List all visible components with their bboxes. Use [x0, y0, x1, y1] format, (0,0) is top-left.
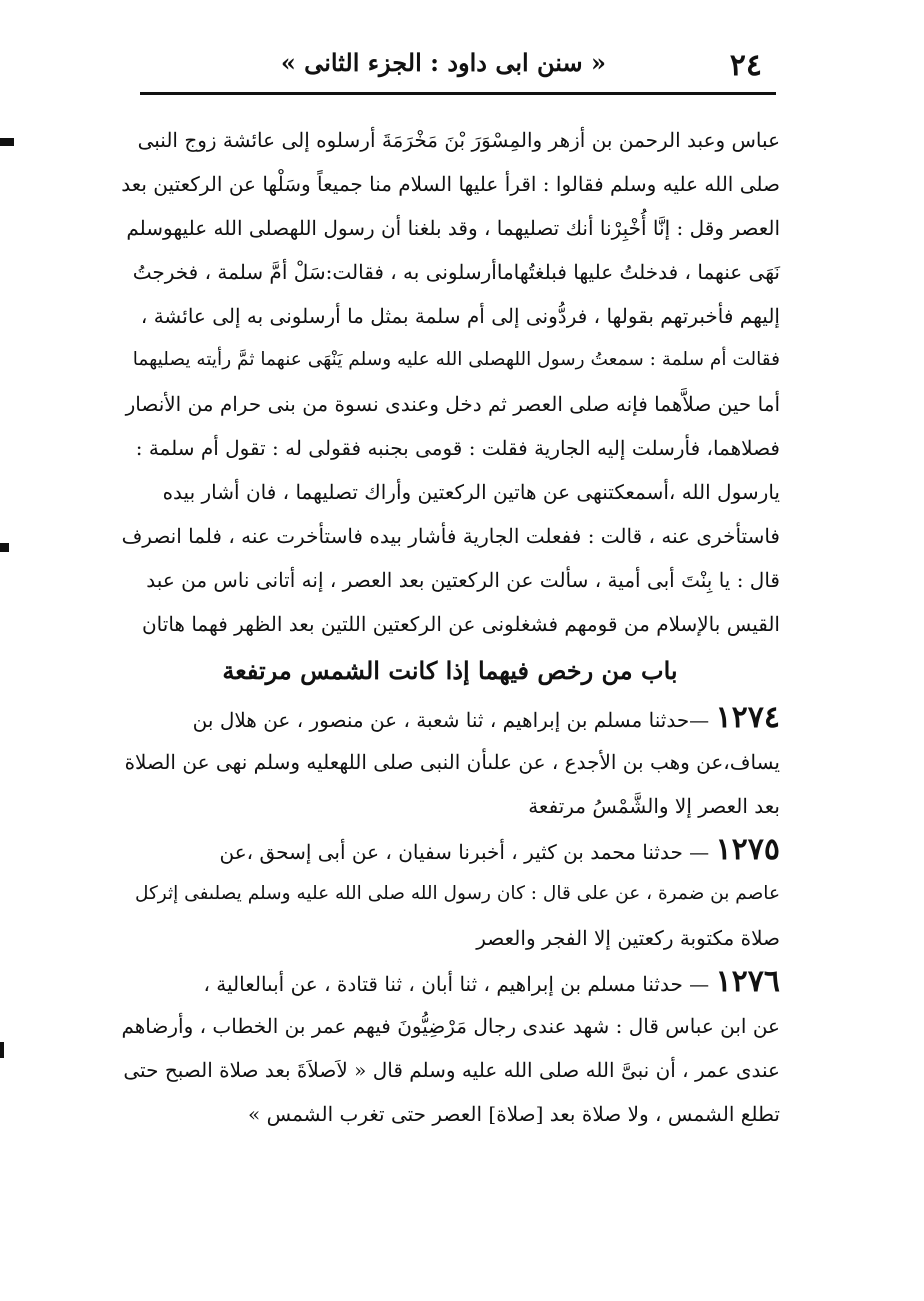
text-line: تطلع الشمس ، ولا صلاة بعد [صلاة] العصر حتى تغرب الشمس »: [248, 1102, 780, 1126]
text-line: إليهم فأخبرتهم بقولها ، فردُّونى إلى أم سلمة بمثل ما أرسلونى به إلى عائشة ،: [140, 304, 780, 328]
hadith-1276: [120, 960, 780, 1136]
page-number: ٢٤: [729, 48, 762, 83]
hadith-isnad: — حدثنا مسلم بن إبراهيم ، ثنا أبان ، ثنا قتادة ، عن أبىالعالية ،: [203, 972, 710, 996]
text-line: فاستأخرى عنه ، قالت : ففعلت الجارية فأشار بيده فاستأخرت عنه ، فلما انصرف: [121, 524, 780, 548]
hadith-number: ١٢٧٦: [715, 964, 780, 999]
text-line: القيس بالإسلام من قومهم فشغلونى عن الركعتين اللتين بعد الظهر فهما هاتان: [141, 612, 780, 636]
passage: [120, 118, 780, 646]
text-line: يارسول الله ،أسمعكتنهى عن هاتين الركعتين وأراك تصليهما ، فان أشار بيده: [162, 480, 780, 504]
hadith-first-line: [120, 696, 780, 740]
running-title: « سنن ابى داود : الجزء الثانى »: [280, 48, 606, 77]
text-line: فصلاهما، فأرسلت إليه الجارية فقلت : قومى بجنبه فقولى له : تقول أم سلمة :: [135, 436, 780, 460]
page-body: [120, 118, 780, 1136]
text-line: قال : يا بِنْتَ أبى أمية ، سألت عن الركعتين بعد العصر ، إنه أتانى ناس من عبد: [146, 568, 780, 592]
text-line: فقالت أم سلمة : سمعتُ رسول اللهصلى الله عليه وسلم يَنْهَى عنهما ثمَّ رأيته يصليهما: [132, 349, 780, 370]
page-header: [140, 38, 776, 90]
hadith-first-line: [120, 828, 780, 872]
text-line: صلى الله عليه وسلم فقالوا : اقرأ عليها السلام منا جميعاً وسَلْها عن الركعتين بعد: [121, 172, 780, 196]
hadith-isnad: — حدثنا محمد بن كثير ، أخبرنا سفيان ، عن أبى إسحق ،عن: [219, 840, 710, 864]
text-line: نَهَى عنهما ، فدخلتُ عليها فبلغتُهاماأرسلونى به ، فقالت:سَلْ أمَّ سلمة ، فخرجتُ: [132, 260, 780, 284]
chapter-heading: باب من رخص فيهما إذا كانت الشمس مرتفعة: [222, 656, 678, 685]
margin-mark-lower: [0, 1042, 4, 1058]
text-line: يساف،عن وهب بن الأجدع ، عن علىأن النبى صلى اللهعليه وسلم نهى عن الصلاة: [124, 750, 780, 774]
text-line: عن ابن عباس قال : شهد عندى رجال مَرْضِيُّونَ فيهم عمر بن الخطاب ، وأرضاهم: [121, 1014, 780, 1038]
hadith-number: ١٢٧٤: [715, 700, 780, 735]
margin-mark-middle: [0, 543, 9, 552]
hadith-1275: [120, 828, 780, 960]
header-rule: [140, 92, 776, 95]
text-line: عاصم بن ضمرة ، عن على قال : كان رسول الله صلى الله عليه وسلم يصلىفى إثركل: [134, 883, 780, 904]
margin-mark-top: [0, 138, 14, 146]
hadith-isnad: —حدثنا مسلم بن إبراهيم ، ثنا شعبة ، عن منصور ، عن هلال بن: [192, 708, 710, 732]
hadith-first-line: [120, 960, 780, 1004]
hadith-number: ١٢٧٥: [715, 832, 780, 867]
text-line: صلاة مكتوبة ركعتين إلا الفجر والعصر: [476, 926, 780, 950]
text-line: العصر وقل : إنَّا أُخْبِرْنا أنك تصليهما ، وقد بلغنا أن رسول اللهصلى الله عليهوسلم: [126, 216, 780, 240]
hadith-1274: [120, 696, 780, 828]
text-line: عباس وعبد الرحمن بن أزهر والمِسْوَرَ بْنَ مَخْرَمَةَ أرسلوه إلى عائشة زوج النبى: [137, 128, 780, 152]
text-line: عندى عمر ، أن نبىَّ الله صلى الله عليه وسلم قال « لاَصلاَةَ بعد صلاة الصبح حتى: [123, 1058, 780, 1082]
text-line: بعد العصر إلا والشَّمْسُ مرتفعة: [528, 794, 780, 818]
text-line: أما حين صلاَّهما فإنه صلى العصر ثم دخل وعندى نسوة من بنى حرام من الأنصار: [125, 392, 780, 416]
